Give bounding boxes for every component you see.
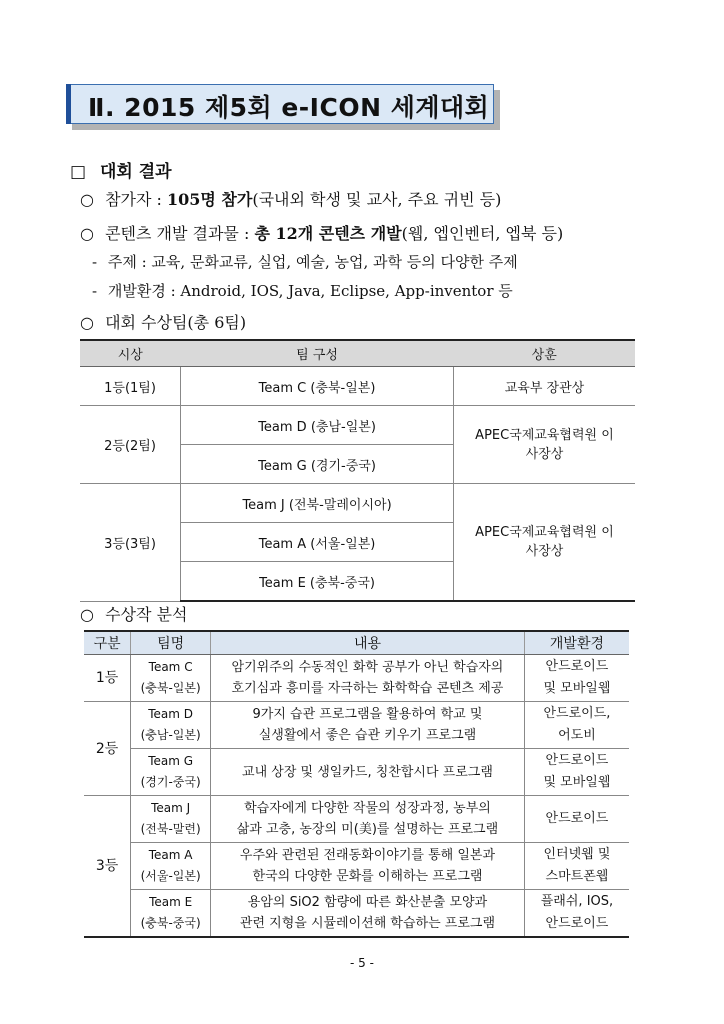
team-name: Team E	[149, 895, 193, 909]
dash-bullet: -	[92, 282, 98, 300]
contents-detail: (웹, 엡인벤터, 엡북 등)	[401, 224, 564, 243]
env-cell	[524, 749, 629, 796]
group-cell: 3등	[84, 796, 131, 938]
team-cell: Team C (충북-일본)	[181, 367, 454, 406]
rank-cell: 2등(2팀)	[80, 406, 181, 484]
works-table	[84, 630, 629, 938]
env-cell	[524, 890, 629, 938]
content-line-2: 실생활에서 좋은 습관 키우기 프로그램	[258, 728, 477, 743]
table-row	[84, 843, 629, 890]
content-cell	[211, 655, 525, 702]
team-cell	[131, 749, 211, 796]
works-header-group: 구분	[84, 631, 131, 655]
contents-prefix: 콘텐츠 개발 결과물 :	[105, 224, 255, 243]
table-row	[84, 655, 629, 702]
env-line-1: 인터넷웹 및	[543, 847, 611, 862]
team-region: (충북-일본)	[140, 681, 201, 695]
square-bullet-icon: □	[70, 162, 87, 182]
team-cell: Team E (충북-중국)	[181, 562, 454, 602]
contents-count: 총 12개 콘텐츠 개발	[254, 224, 402, 243]
circle-bullet-icon: ○	[80, 190, 94, 209]
dev-env-line	[92, 280, 513, 301]
team-name: Team G	[148, 754, 194, 768]
circle-bullet-icon: ○	[80, 313, 94, 332]
team-cell	[131, 702, 211, 749]
awards-heading-text: 대회 수상팀(총 6팀)	[105, 313, 247, 332]
env-line-2: 및 모바일웹	[543, 681, 611, 696]
content-line-1: 암기위주의 수동적인 화학 공부가 아닌 학습자의	[231, 660, 504, 675]
team-name: Team A	[148, 848, 193, 862]
page-title: Ⅱ. 2015 제5회 e-ICON 세계대회	[88, 93, 490, 122]
rank-cell: 1등(1팀)	[80, 367, 181, 406]
team-region: (충남-일본)	[140, 728, 201, 742]
table-row	[80, 484, 635, 523]
contents-line	[80, 221, 563, 244]
team-name: Team J	[151, 801, 191, 815]
env-line-2: 스마트폰웹	[545, 869, 609, 884]
content-cell: 교내 상장 및 생일카드, 칭찬합시다 프로그램	[211, 749, 525, 796]
page-number: - 5 -	[350, 956, 374, 970]
title-block	[66, 84, 500, 130]
env-cell	[524, 655, 629, 702]
works-header-env: 개발환경	[524, 631, 629, 655]
dev-env-text: 개발환경 : Android, IOS, Java, Eclipse, App-inventor 등	[107, 282, 513, 300]
env-line-1: 안드로이드	[545, 753, 609, 768]
topic-text: 주제 : 교육, 문화교류, 실업, 예술, 농업, 과학 등의 다양한 주제	[107, 253, 518, 271]
works-header-team: 팀명	[131, 631, 211, 655]
circle-bullet-icon: ○	[80, 224, 94, 243]
team-cell	[131, 890, 211, 938]
prize-text: APEC국제교육협력원 이사장상	[475, 427, 614, 462]
team-region: (서울-일본)	[140, 869, 201, 883]
team-cell: Team D (충남-일본)	[181, 406, 454, 445]
content-line-1: 학습자에게 다양한 작물의 성장과정, 농부의	[244, 801, 491, 816]
table-row	[84, 890, 629, 938]
group-cell: 1등	[84, 655, 131, 702]
awards-heading	[80, 310, 246, 333]
team-cell	[131, 843, 211, 890]
content-line-2: 한국의 다양한 문화를 이해하는 프로그램	[252, 869, 483, 884]
awards-header-team: 팀 구성	[181, 340, 454, 367]
content-cell	[211, 890, 525, 938]
group-cell: 2등	[84, 702, 131, 796]
team-cell: Team J (전북-말레이시아)	[181, 484, 454, 523]
awards-header-rank: 시상	[80, 340, 181, 367]
team-region: (전북-말련)	[140, 822, 201, 836]
team-cell	[131, 655, 211, 702]
content-line-1: 9가지 습관 프로그램을 활용하여 학교 및	[252, 707, 483, 722]
env-cell	[524, 702, 629, 749]
participants-prefix: 참가자 :	[105, 190, 167, 209]
rank-cell: 3등(3팀)	[80, 484, 181, 602]
participants-count: 105명 참가	[167, 190, 253, 209]
team-name: Team C	[148, 660, 193, 674]
env-line-1: 안드로이드	[545, 659, 609, 674]
team-name: Team D	[148, 707, 194, 721]
content-cell	[211, 843, 525, 890]
table-row	[84, 749, 629, 796]
prize-cell	[453, 406, 635, 484]
participants-line	[80, 187, 501, 210]
env-cell	[524, 843, 629, 890]
works-header-content: 내용	[211, 631, 525, 655]
env-cell: 안드로이드	[524, 796, 629, 843]
prize-text: APEC국제교육협력원 이사장상	[475, 525, 614, 559]
content-line-1: 우주와 관련된 전래동화이야기를 통해 일본과	[239, 848, 496, 863]
content-cell	[211, 702, 525, 749]
team-region: (경기-중국)	[140, 775, 201, 789]
analysis-heading-text: 수상작 분석	[105, 605, 188, 624]
env-line-2: 어도비	[558, 728, 596, 743]
section-heading	[70, 157, 172, 182]
env-line-2: 안드로이드	[545, 916, 609, 931]
section-heading-label: 대회 결과	[99, 162, 172, 182]
prize-cell: 교육부 장관상	[453, 367, 635, 406]
content-line-1: 용암의 SiO2 함량에 따른 화산분출 모양과	[247, 895, 488, 910]
content-line-2: 관련 지형을 시뮬레이션해 학습하는 프로그램	[239, 916, 496, 931]
table-row	[80, 367, 635, 406]
team-cell: Team G (경기-중국)	[181, 445, 454, 484]
env-line-1: 플래쉬, IOS,	[540, 894, 614, 909]
env-line-1: 안드로이드,	[543, 706, 611, 721]
content-line-2: 호기심과 흥미를 자극하는 화학학습 콘텐츠 제공	[231, 681, 504, 696]
awards-header-prize: 상훈	[453, 340, 635, 367]
table-row	[80, 406, 635, 445]
analysis-heading	[80, 602, 187, 625]
participants-detail: (국내외 학생 및 교사, 주요 귀빈 등)	[252, 190, 502, 209]
awards-table	[80, 339, 635, 602]
env-line-2: 및 모바일웹	[543, 775, 611, 790]
team-cell	[131, 796, 211, 843]
content-cell	[211, 796, 525, 843]
content-line-2: 삶과 고충, 농장의 미(美)를 설명하는 프로그램	[236, 822, 499, 837]
team-region: (충북-중국)	[140, 916, 201, 930]
table-row	[84, 702, 629, 749]
circle-bullet-icon: ○	[80, 605, 94, 624]
prize-cell	[453, 484, 635, 602]
table-row	[84, 796, 629, 843]
title-accent-bar	[66, 84, 71, 124]
dash-bullet: -	[92, 253, 98, 271]
topic-line	[92, 251, 518, 272]
team-cell: Team A (서울-일본)	[181, 523, 454, 562]
